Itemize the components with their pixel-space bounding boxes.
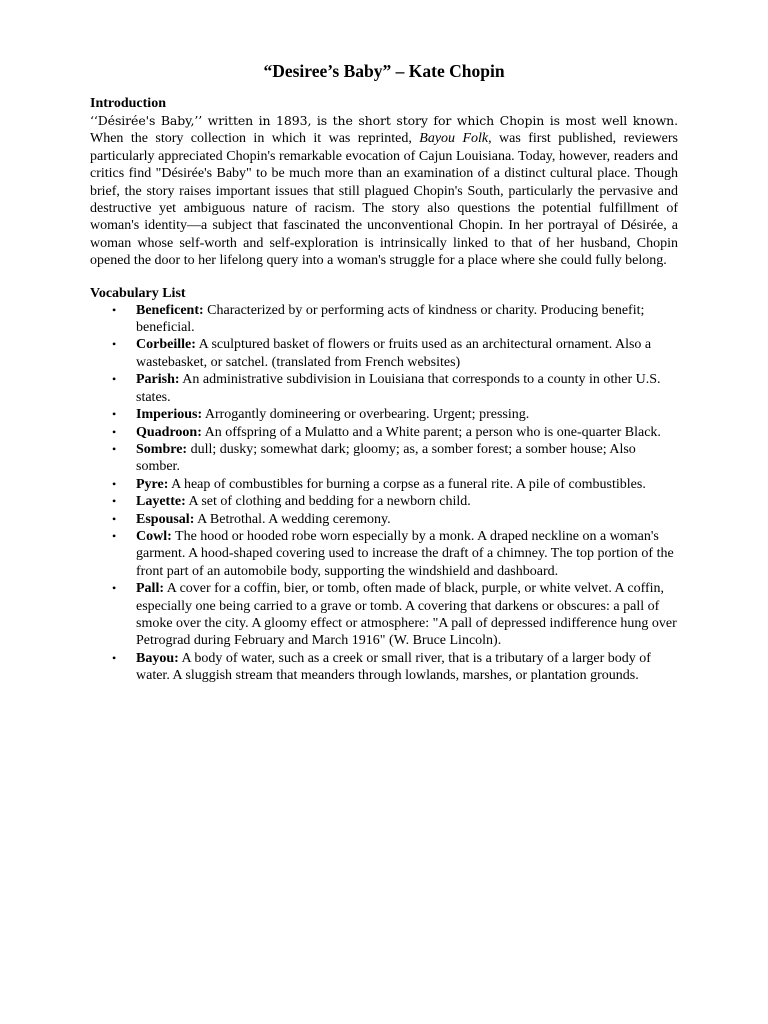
introduction-paragraph: [90, 112, 678, 270]
vocabulary-item: [90, 371, 678, 406]
bullet-icon: •: [112, 476, 117, 491]
vocabulary-term: Corbeille:: [136, 337, 196, 353]
bullet-icon: •: [112, 337, 117, 352]
vocabulary-item: [90, 580, 678, 650]
book-title: Bayou Folk: [419, 131, 489, 147]
introduction-first-line: ‘‘Désirée's Baby,’’ written in 1893, is the short story for which Chopin is most well known.: [90, 113, 678, 128]
vocabulary-definition: dull; dusky; somewhat dark; gloomy; as, a somber forest; a somber house; Also somber.: [136, 441, 636, 475]
vocabulary-item: [90, 511, 678, 528]
vocabulary-term: Pall:: [136, 581, 164, 597]
vocabulary-definition: A body of water, such as a creek or small river, that is a tributary of a larger body of water. A sluggish stream that meanders through lowlands, marshes, or plantation grounds.: [136, 650, 651, 684]
vocabulary-item: [90, 528, 678, 580]
vocabulary-definition: An administrative subdivision in Louisiana that corresponds to a county in other U.S. states.: [136, 372, 661, 405]
vocabulary-item: [90, 476, 678, 493]
bullet-icon: •: [112, 650, 117, 665]
vocabulary-term: Cowl:: [136, 528, 172, 544]
vocabulary-term: Espousal:: [136, 511, 195, 527]
vocabulary-term: Parish:: [136, 372, 180, 388]
vocabulary-item: [90, 424, 678, 441]
vocabulary-definition: Characterized by or performing acts of kindness or charity. Producing benefit; beneficial.: [136, 302, 645, 336]
bullet-icon: •: [112, 407, 117, 422]
vocabulary-section: [90, 286, 678, 685]
bullet-icon: •: [112, 372, 117, 387]
vocabulary-term: Sombre:: [136, 441, 188, 457]
bullet-icon: •: [112, 511, 117, 526]
vocabulary-definition: A set of clothing and bedding for a newborn child.: [185, 494, 471, 510]
vocabulary-item: [90, 493, 678, 510]
vocabulary-definition: A Betrothal. A wedding ceremony.: [194, 511, 391, 527]
vocabulary-item: [90, 441, 678, 476]
vocabulary-list: [90, 302, 678, 685]
bullet-icon: •: [112, 528, 117, 543]
bullet-icon: •: [112, 424, 117, 439]
bullet-icon: •: [112, 302, 117, 317]
bullet-icon: •: [112, 581, 117, 596]
vocabulary-definition: A cover for a coffin, bier, or tomb, often made of black, purple, or white velvet. A coffin, especially one being carried to a grave or tomb. A covering that darkens or obscures: a pall of smoke over the city. A gloomy effect or atmosphere: "A pall of depressed indifference hung over Petrograd during February and March 1916" (W. Bruce Lincoln).: [136, 581, 677, 649]
vocabulary-term: Imperious:: [136, 407, 203, 423]
introduction-text-before-title: When the story collection in which it was reprinted,: [90, 131, 420, 147]
bullet-icon: •: [112, 441, 117, 456]
introduction-heading: Introduction: [90, 96, 166, 111]
introduction-text-after-title: , was first published, reviewers particularly appreciated Chopin's remarkable evocation of Cajun Louisiana. Today, however, readers and critics find "Désirée's Baby" to be much more than an examination of a distinct cultural place. Though brief, the story raises important issues that still plagued Chopin's South, particularly the pervasive and destructive yet ambiguous nature of racism. The story also questions the potential fulfillment of woman's identity—a subject that fascinated the unconventional Chopin. In her portrayal of Désirée, a woman whose self-worth and self-exploration is intrinsically linked to that of her husband, Chopin opened the door to her lifelong query into a woman's struggle for a place where she could fully belong.: [90, 131, 679, 269]
vocabulary-item: [90, 336, 678, 371]
bullet-icon: •: [112, 494, 117, 509]
vocabulary-term: Bayou:: [136, 650, 179, 666]
document-title: “Desiree’s Baby” – Kate Chopin: [263, 61, 505, 81]
vocabulary-term: Pyre:: [136, 476, 169, 492]
vocabulary-item: [90, 302, 678, 337]
vocabulary-definition: An offspring of a Mulatto and a White parent; a person who is one-quarter Black.: [201, 424, 661, 440]
vocabulary-item: [90, 406, 678, 423]
vocabulary-heading: Vocabulary List: [90, 285, 186, 301]
vocabulary-term: Beneficent:: [136, 302, 204, 318]
vocabulary-item: [90, 650, 678, 685]
vocabulary-definition: The hood or hooded robe worn especially by a monk. A draped neckline on a woman's garment. A hood-shaped covering used to increase the draft of a chimney. The top portion of the front part of an automobile body, supporting the windshield and dashboard.: [136, 528, 674, 579]
vocabulary-definition: A sculptured basket of flowers or fruits used as an architectural ornament. Also a wastebasket, or satchel. (translated from French websites): [136, 337, 652, 370]
document-page: [90, 60, 678, 685]
vocabulary-definition: A heap of combustibles for burning a corpse as a funeral rite. A pile of combustibles.: [168, 476, 646, 492]
vocabulary-term: Layette:: [136, 494, 186, 510]
introduction-section: [90, 96, 678, 270]
vocabulary-term: Quadroon:: [136, 424, 202, 440]
vocabulary-definition: Arrogantly domineering or overbearing. Urgent; pressing.: [202, 407, 530, 423]
